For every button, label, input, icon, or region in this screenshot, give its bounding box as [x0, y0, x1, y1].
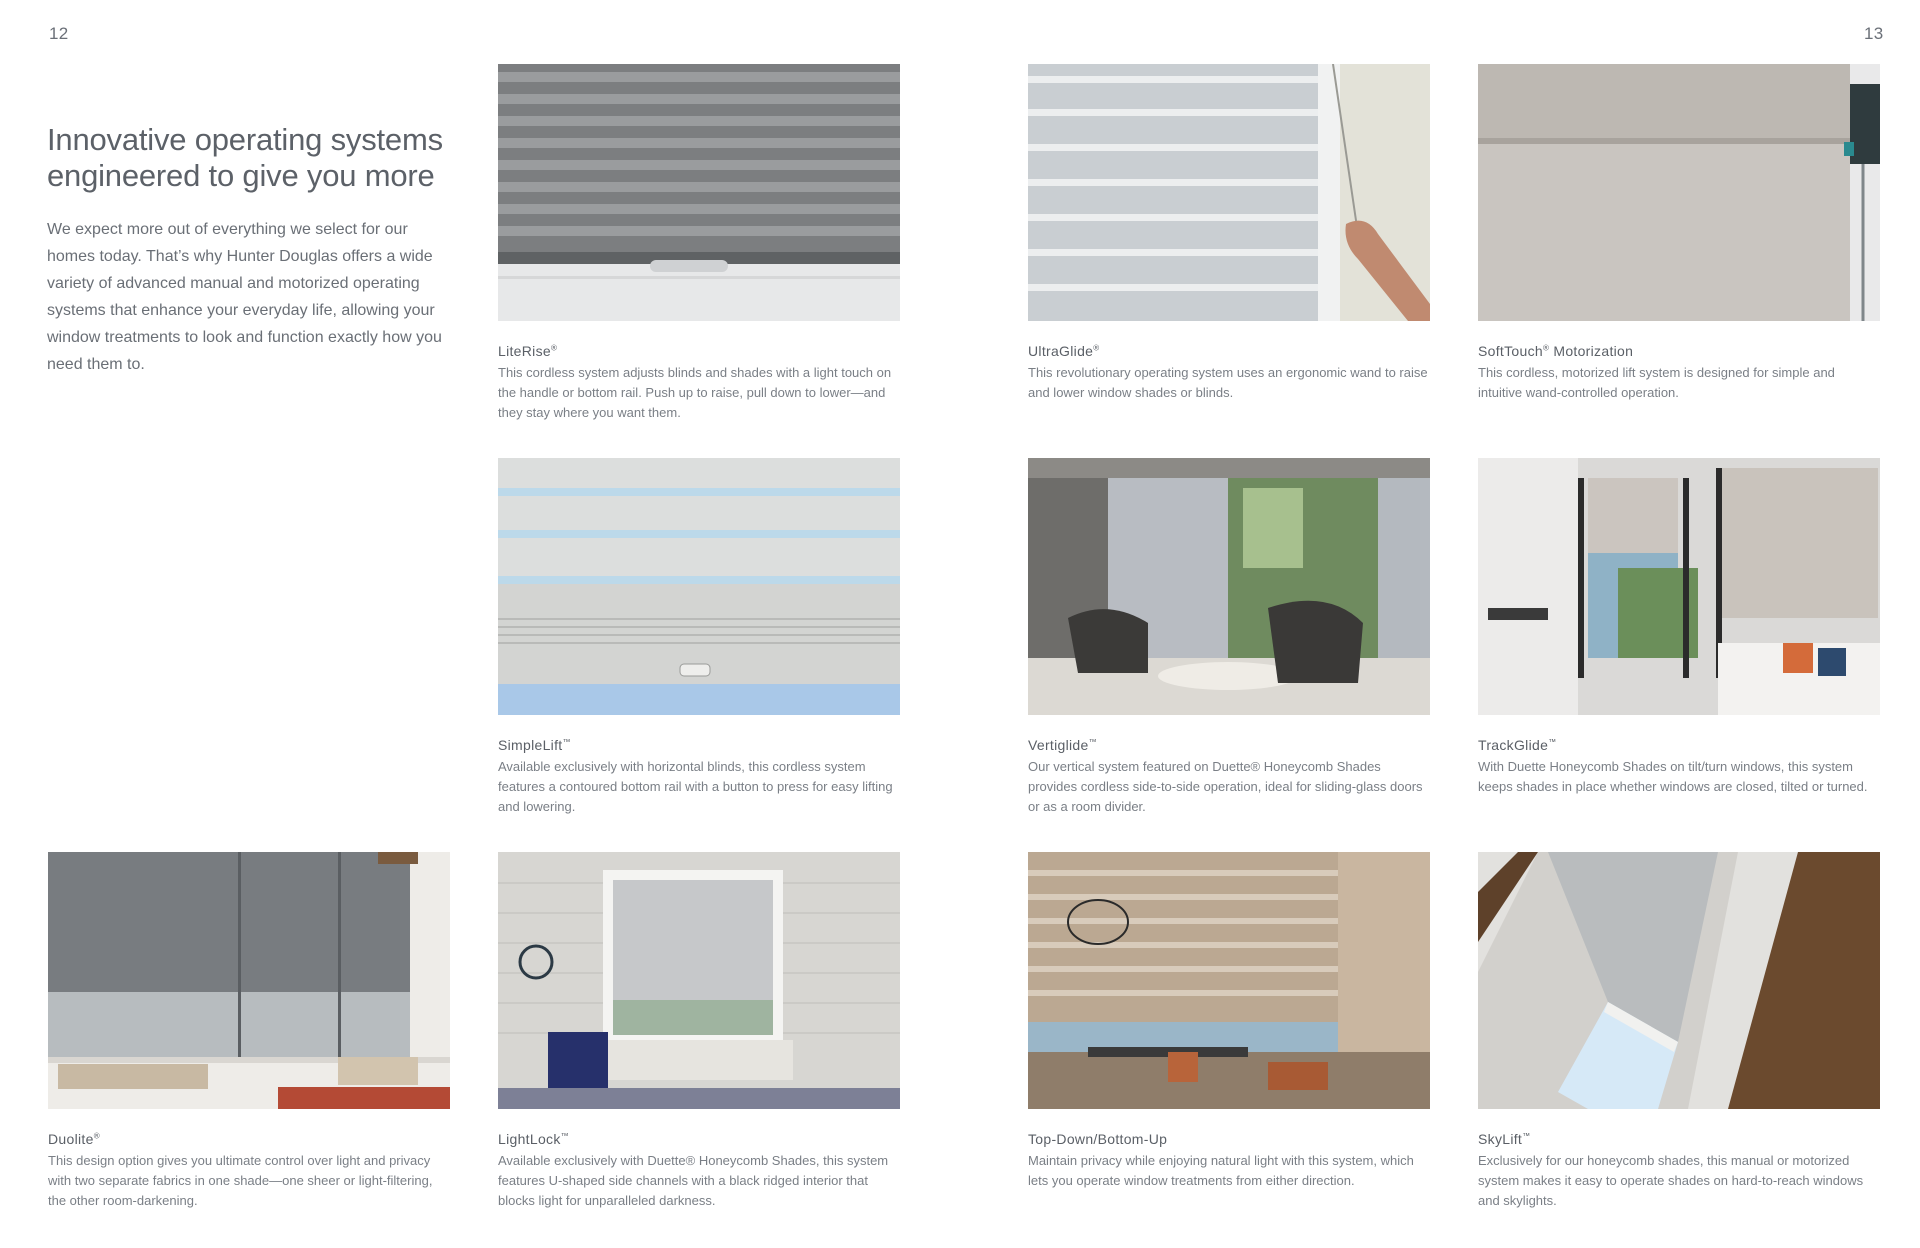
skylift-title: SkyLift™ [1478, 1131, 1531, 1147]
vertiglide-title: Vertiglide™ [1028, 737, 1097, 753]
literise-photo [498, 64, 900, 321]
simplelift-photo [498, 458, 900, 715]
duolite-photo [48, 852, 450, 1109]
system-card-simplelift [498, 458, 900, 817]
trackglide-photo [1478, 458, 1880, 715]
ultraglide-title: UltraGlide® [1028, 343, 1100, 359]
top-down-bottom-up-photo [1028, 852, 1430, 1109]
page-heading: Innovative operating systems engineered to give you more [47, 122, 443, 193]
system-card-lightlock [498, 852, 900, 1211]
system-card-ultraglide [1028, 64, 1430, 403]
skylift-photo [1478, 852, 1880, 1109]
page-number-left: 12 [49, 24, 69, 43]
page-number-right: 13 [1864, 24, 1884, 43]
ultraglide-description: This revolutionary operating system uses an ergonomic wand to raise and lower window shades or blinds. [1028, 365, 1428, 400]
duolite-description: This design option gives you ultimate control over light and privacy with two separate fabrics in one shade—one sheer or light-filtering, the other room-darkening. [48, 1153, 433, 1208]
intro-body: We expect more out of everything we select for our homes today. That’s why Hunter Douglas offers a wide variety of advanced manual and motorized operating systems that enhance your everyday life, allowing your window treatments to look and function exactly how you need them to. [47, 221, 442, 373]
simplelift-description: Available exclusively with horizontal blinds, this cordless system features a contoured bottom rail with a button to press for easy lifting and lowering. [498, 759, 893, 814]
vertiglide-photo [1028, 458, 1430, 715]
system-card-top-down-bottom-up [1028, 852, 1430, 1191]
system-card-duolite [48, 852, 450, 1211]
trackglide-title: TrackGlide™ [1478, 737, 1557, 753]
top-down-bottom-up-title: Top-Down/Bottom-Up [1028, 1131, 1168, 1147]
vertiglide-description: Our vertical system featured on Duette® Honeycomb Shades provides cordless side-to-side operation, ideal for sliding-glass doors or as a room divider. [1028, 759, 1423, 814]
literise-title: LiteRise® [498, 343, 558, 359]
simplelift-title: SimpleLift™ [498, 737, 571, 753]
softtouch-title: SoftTouch® Motorization [1478, 343, 1634, 359]
system-card-skylift [1478, 852, 1880, 1211]
system-card-literise [498, 64, 900, 423]
lightlock-title: LightLock™ [498, 1131, 569, 1147]
system-card-softtouch [1478, 64, 1880, 403]
lightlock-photo [498, 852, 900, 1109]
lightlock-description: Available exclusively with Duette® Honeycomb Shades, this system features U-shaped side channels with a black ridged interior that blocks light for unparalleled darkness. [498, 1153, 889, 1208]
literise-description: This cordless system adjusts blinds and shades with a light touch on the handle or bottom rail. Push up to raise, pull down to lower—and they stay where you want them. [498, 365, 892, 420]
trackglide-description: With Duette Honeycomb Shades on tilt/turn windows, this system keeps shades in place whether windows are closed, tilted or turned. [1478, 759, 1868, 794]
skylift-description: Exclusively for our honeycomb shades, this manual or motorized system makes it easy to operate shades on hard-to-reach windows and skylights. [1478, 1153, 1864, 1208]
ultraglide-photo [1028, 64, 1430, 321]
system-card-vertiglide [1028, 458, 1430, 817]
intro-section [47, 122, 447, 378]
top-down-bottom-up-description: Maintain privacy while enjoying natural light with this system, which lets you operate window treatments from either direction. [1028, 1153, 1414, 1188]
duolite-title: Duolite® [48, 1131, 100, 1147]
system-card-trackglide [1478, 458, 1880, 797]
softtouch-description: This cordless, motorized lift system is designed for simple and intuitive wand-controlled operation. [1478, 365, 1835, 400]
softtouch-photo [1478, 64, 1880, 321]
